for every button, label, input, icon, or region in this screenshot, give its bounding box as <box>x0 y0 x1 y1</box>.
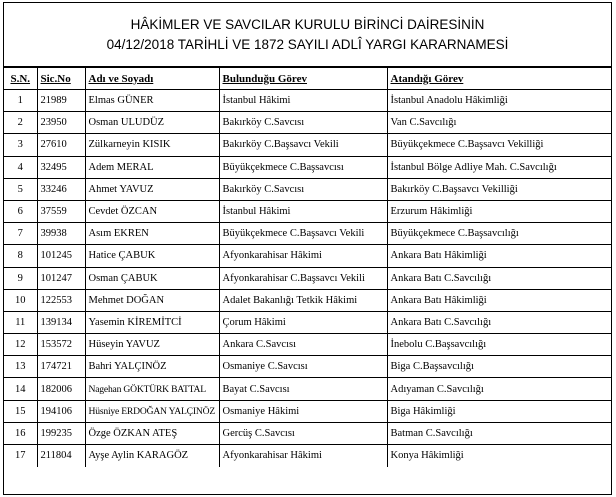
cell-name: Nagehan GÖKTÜRK BATTAL <box>85 378 219 400</box>
cell-sicil: 211804 <box>37 445 85 467</box>
cell-current-post: Osmaniye C.Savcısı <box>219 356 387 378</box>
cell-sn: 1 <box>4 90 37 112</box>
cell-assigned-post: Ankara Batı C.Savcılığı <box>387 267 611 289</box>
column-header-current-post: Bulunduğu Görev <box>219 68 387 90</box>
cell-sn: 2 <box>4 112 37 134</box>
cell-current-post: Adalet Bakanlığı Tetkik Hâkimi <box>219 289 387 311</box>
cell-sn: 3 <box>4 134 37 156</box>
title-line-1: HÂKİMLER VE SAVCILAR KURULU BİRİNCİ DAİRESİNİN <box>130 16 485 32</box>
table-row <box>4 134 611 156</box>
table-row <box>4 178 611 200</box>
column-header-name: Adı ve Soyadı <box>85 68 219 90</box>
cell-assigned-post: Biga C.Başsavcılığı <box>387 356 611 378</box>
cell-sn: 7 <box>4 223 37 245</box>
cell-name: Hatice ÇABUK <box>85 245 219 267</box>
cell-sicil: 27610 <box>37 134 85 156</box>
table-row <box>4 223 611 245</box>
cell-sicil: 153572 <box>37 334 85 356</box>
decree-document <box>3 2 612 495</box>
cell-current-post: Osmaniye Hâkimi <box>219 400 387 422</box>
cell-assigned-post: Büyükçekmece C.Başsavcı Vekilliği <box>387 134 611 156</box>
title-line-2: 04/12/2018 TARİHLİ VE 1872 SAYILI ADLÎ YARGI KARARNAMESİ <box>106 36 509 52</box>
appointments-table <box>4 67 611 467</box>
cell-current-post: İstanbul Hâkimi <box>219 90 387 112</box>
cell-sicil: 194106 <box>37 400 85 422</box>
cell-name: Osman ULUDÜZ <box>85 112 219 134</box>
cell-current-post: Büyükçekmece C.Başsavcısı <box>219 156 387 178</box>
table-row <box>4 200 611 222</box>
document-title <box>4 3 611 67</box>
table-row <box>4 311 611 333</box>
cell-current-post: Gercüş C.Savcısı <box>219 422 387 444</box>
cell-assigned-post: Ankara Batı Hâkimliği <box>387 289 611 311</box>
cell-assigned-post: İstanbul Anadolu Hâkimliği <box>387 90 611 112</box>
cell-current-post: Bakırköy C.Savcısı <box>219 178 387 200</box>
cell-sn: 11 <box>4 311 37 333</box>
table-row <box>4 90 611 112</box>
cell-assigned-post: Biga Hâkimliği <box>387 400 611 422</box>
column-header-sicil: Sic.No <box>37 68 85 90</box>
cell-sicil: 122553 <box>37 289 85 311</box>
cell-sicil: 37559 <box>37 200 85 222</box>
table-row <box>4 245 611 267</box>
cell-name: Zülkarneyin KISIK <box>85 134 219 156</box>
cell-sicil: 101245 <box>37 245 85 267</box>
cell-name: Özge ÖZKAN ATEŞ <box>85 422 219 444</box>
cell-name: Yasemin KİREMİTCİ <box>85 311 219 333</box>
cell-current-post: Afyonkarahisar Hâkimi <box>219 445 387 467</box>
cell-name: Asım EKREN <box>85 223 219 245</box>
cell-current-post: İstanbul Hâkimi <box>219 200 387 222</box>
cell-sn: 10 <box>4 289 37 311</box>
cell-assigned-post: Konya Hâkimliği <box>387 445 611 467</box>
cell-current-post: Bakırköy C.Savcısı <box>219 112 387 134</box>
table-row <box>4 356 611 378</box>
cell-sicil: 139134 <box>37 311 85 333</box>
table-row <box>4 422 611 444</box>
cell-sn: 13 <box>4 356 37 378</box>
cell-sn: 6 <box>4 200 37 222</box>
cell-name: Ayşe Aylin KARAGÖZ <box>85 445 219 467</box>
cell-assigned-post: Van C.Savcılığı <box>387 112 611 134</box>
cell-sicil: 21989 <box>37 90 85 112</box>
column-header-assigned-post: Atandığı Görev <box>387 68 611 90</box>
cell-sicil: 199235 <box>37 422 85 444</box>
cell-current-post: Çorum Hâkimi <box>219 311 387 333</box>
cell-sicil: 101247 <box>37 267 85 289</box>
cell-sn: 15 <box>4 400 37 422</box>
cell-assigned-post: İstanbul Bölge Adliye Mah. C.Savcılığı <box>387 156 611 178</box>
cell-name: Bahri YALÇINÖZ <box>85 356 219 378</box>
cell-sn: 17 <box>4 445 37 467</box>
cell-name: Elmas GÜNER <box>85 90 219 112</box>
cell-current-post: Afyonkarahisar Hâkimi <box>219 245 387 267</box>
cell-name: Hüsniye ERDOĞAN YALÇINÖZ <box>85 400 219 422</box>
cell-name: Osman ÇABUK <box>85 267 219 289</box>
table-body <box>4 90 611 467</box>
table-row <box>4 378 611 400</box>
table-row <box>4 267 611 289</box>
cell-assigned-post: Ankara Batı C.Savcılığı <box>387 311 611 333</box>
cell-sn: 5 <box>4 178 37 200</box>
table-row <box>4 445 611 467</box>
table-row <box>4 289 611 311</box>
cell-assigned-post: Batman C.Savcılığı <box>387 422 611 444</box>
table-row <box>4 156 611 178</box>
column-header-sn: S.N. <box>4 68 37 90</box>
cell-assigned-post: İnebolu C.Başsavcılığı <box>387 334 611 356</box>
cell-assigned-post: Erzurum Hâkimliği <box>387 200 611 222</box>
cell-sicil: 182006 <box>37 378 85 400</box>
cell-assigned-post: Bakırköy C.Başsavcı Vekilliği <box>387 178 611 200</box>
cell-name: Hüseyin YAVUZ <box>85 334 219 356</box>
cell-sn: 14 <box>4 378 37 400</box>
table-row <box>4 400 611 422</box>
cell-sicil: 32495 <box>37 156 85 178</box>
cell-name: Ahmet YAVUZ <box>85 178 219 200</box>
cell-current-post: Afyonkarahisar C.Başsavcı Vekili <box>219 267 387 289</box>
cell-assigned-post: Büyükçekmece C.Başsavcılığı <box>387 223 611 245</box>
cell-current-post: Ankara C.Savcısı <box>219 334 387 356</box>
cell-assigned-post: Ankara Batı Hâkimliği <box>387 245 611 267</box>
cell-sicil: 174721 <box>37 356 85 378</box>
cell-current-post: Bakırköy C.Başsavcı Vekili <box>219 134 387 156</box>
cell-sn: 9 <box>4 267 37 289</box>
table-header-row <box>4 68 611 90</box>
cell-current-post: Bayat C.Savcısı <box>219 378 387 400</box>
cell-sn: 16 <box>4 422 37 444</box>
table-row <box>4 334 611 356</box>
cell-sicil: 23950 <box>37 112 85 134</box>
cell-name: Adem MERAL <box>85 156 219 178</box>
cell-assigned-post: Adıyaman C.Savcılığı <box>387 378 611 400</box>
cell-sn: 4 <box>4 156 37 178</box>
cell-sn: 12 <box>4 334 37 356</box>
cell-sicil: 33246 <box>37 178 85 200</box>
cell-name: Cevdet ÖZCAN <box>85 200 219 222</box>
cell-name: Mehmet DOĞAN <box>85 289 219 311</box>
cell-sicil: 39938 <box>37 223 85 245</box>
cell-current-post: Büyükçekmece C.Başsavcı Vekili <box>219 223 387 245</box>
cell-sn: 8 <box>4 245 37 267</box>
table-row <box>4 112 611 134</box>
